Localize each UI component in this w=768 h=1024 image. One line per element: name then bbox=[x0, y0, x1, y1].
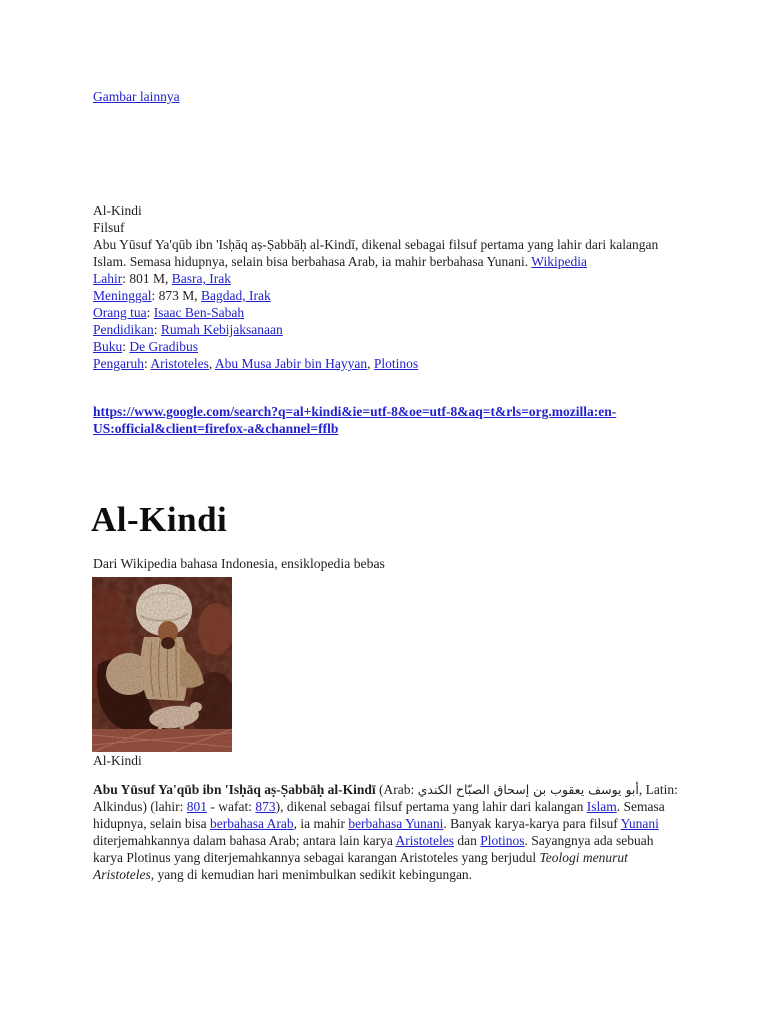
pendidikan-link[interactable]: Pendidikan bbox=[93, 322, 154, 337]
fact-orang-tua bbox=[93, 304, 681, 321]
text-run: diterjemahkannya dalam bahasa Arab; antara lain karya bbox=[93, 833, 396, 848]
text-run: ), dikenal sebagai filsuf pertama yang lahir dari kalangan bbox=[275, 799, 587, 814]
text-run: : bbox=[144, 356, 151, 371]
abu-musa-jabir-bin-hayyan-link[interactable]: Abu Musa Jabir bin Hayyan bbox=[214, 356, 368, 371]
fact-buku bbox=[93, 338, 681, 355]
al-kindi-portrait-image bbox=[92, 577, 232, 752]
article-heading: Al-Kindi bbox=[91, 500, 228, 539]
article-body bbox=[93, 781, 683, 883]
text-run: , bbox=[367, 356, 374, 371]
text-run: , bbox=[208, 356, 215, 371]
tahun-801-link[interactable]: 801 bbox=[186, 799, 207, 814]
text-run: dan bbox=[454, 833, 481, 848]
islam-link[interactable]: Islam bbox=[586, 799, 617, 814]
yunani-link[interactable]: Yunani bbox=[620, 816, 659, 831]
portrait-svg bbox=[92, 577, 232, 752]
rumah-kebijaksanaan-link[interactable]: Rumah Kebijaksanaan bbox=[160, 322, 283, 337]
text-run: . Sayangnya ada sebuah karya Plotinus yang diterjemahkannya sebagai karangan Aristoteles yang berjudul bbox=[93, 833, 654, 865]
text-run: , Latin: Alkindus) (lahir: bbox=[93, 782, 678, 814]
text-run: : 873 M, bbox=[151, 288, 202, 303]
lahir-link[interactable]: Lahir bbox=[93, 271, 123, 286]
aristoteles-body-link[interactable]: Aristoteles bbox=[395, 833, 454, 848]
fact-meninggal bbox=[93, 287, 681, 304]
article-tagline: Dari Wikipedia bahasa Indonesia, ensiklopedia bebas bbox=[93, 556, 385, 571]
kp-facts bbox=[93, 270, 681, 372]
text-run: : bbox=[122, 339, 130, 354]
berbahasa-arab-link[interactable]: berbahasa Arab bbox=[209, 816, 294, 831]
text-run: : bbox=[146, 305, 154, 320]
kp-description bbox=[93, 236, 681, 270]
wikipedia-link[interactable]: Wikipedia bbox=[531, 254, 587, 269]
basra-irak-link[interactable]: Basra, Irak bbox=[171, 271, 231, 286]
fact-pengaruh bbox=[93, 355, 681, 372]
text-run: : bbox=[153, 322, 161, 337]
text-run: . Banyak karya-karya para filsuf bbox=[443, 816, 621, 831]
text-run: Abu Yūsuf Ya'qūb ibn 'Isḥāq aṣ-Ṣabbāḥ al-Kindī, dikenal sebagai filsuf pertama yang lahir dari kalangan Islam. Semasa hidupnya, selain bisa berbahasa Arab, ia mahir berbahasa Yunani. bbox=[93, 237, 659, 269]
plotinos-body-link[interactable]: Plotinos bbox=[480, 833, 525, 848]
kp-title: Al-Kindi bbox=[93, 203, 142, 218]
google-search-url-link[interactable]: https://www.google.com/search?q=al+kindi&ie=utf-8&oe=utf-8&aq=t&rls=org.mozilla:en-US:official&client=firefox-a&channel=fflb bbox=[93, 404, 617, 436]
aristoteles-link[interactable]: Aristoteles bbox=[150, 356, 209, 371]
text-run: , yang di kemudian hari menimbulkan sedikit kebingungan. bbox=[150, 867, 473, 882]
meninggal-link[interactable]: Meninggal bbox=[93, 288, 152, 303]
fact-lahir bbox=[93, 270, 681, 287]
text-run: أبو يوسف يعقوب بن إسحاق الصبّاح الكندي bbox=[417, 782, 639, 797]
kp-subtitle: Filsuf bbox=[93, 220, 125, 235]
tahun-873-link[interactable]: 873 bbox=[255, 799, 276, 814]
pengaruh-link[interactable]: Pengaruh bbox=[93, 356, 144, 371]
gambar-lainnya-link[interactable]: Gambar lainnya bbox=[93, 89, 180, 104]
plotinos-link[interactable]: Plotinos bbox=[373, 356, 419, 371]
image-caption: Al-Kindi bbox=[93, 753, 142, 768]
text-run: . Semasa hidupnya, selain bisa bbox=[93, 799, 665, 831]
text-run: , ia mahir bbox=[293, 816, 349, 831]
text-run: - wafat: bbox=[207, 799, 256, 814]
berbahasa-yunani-link[interactable]: berbahasa Yunani bbox=[348, 816, 444, 831]
orang-tua-link[interactable]: Orang tua bbox=[93, 305, 147, 320]
isaac-ben-sabah-link[interactable]: Isaac Ben-Sabah bbox=[153, 305, 245, 320]
fact-pendidikan bbox=[93, 321, 681, 338]
text-run: : 801 M, bbox=[122, 271, 172, 286]
knowledge-panel-text bbox=[93, 202, 681, 372]
text-run: (Arab: bbox=[375, 782, 418, 797]
de-gradibus-link[interactable]: De Gradibus bbox=[129, 339, 199, 354]
text-run: Abu Yūsuf Ya'qūb ibn 'Isḥāq aṣ-Ṣabbāḥ al-Kindī bbox=[93, 782, 376, 797]
buku-link[interactable]: Buku bbox=[93, 339, 123, 354]
bagdad-irak-link[interactable]: Bagdad, Irak bbox=[201, 288, 271, 303]
text-run: Teologi menurut Aristoteles bbox=[93, 850, 628, 882]
